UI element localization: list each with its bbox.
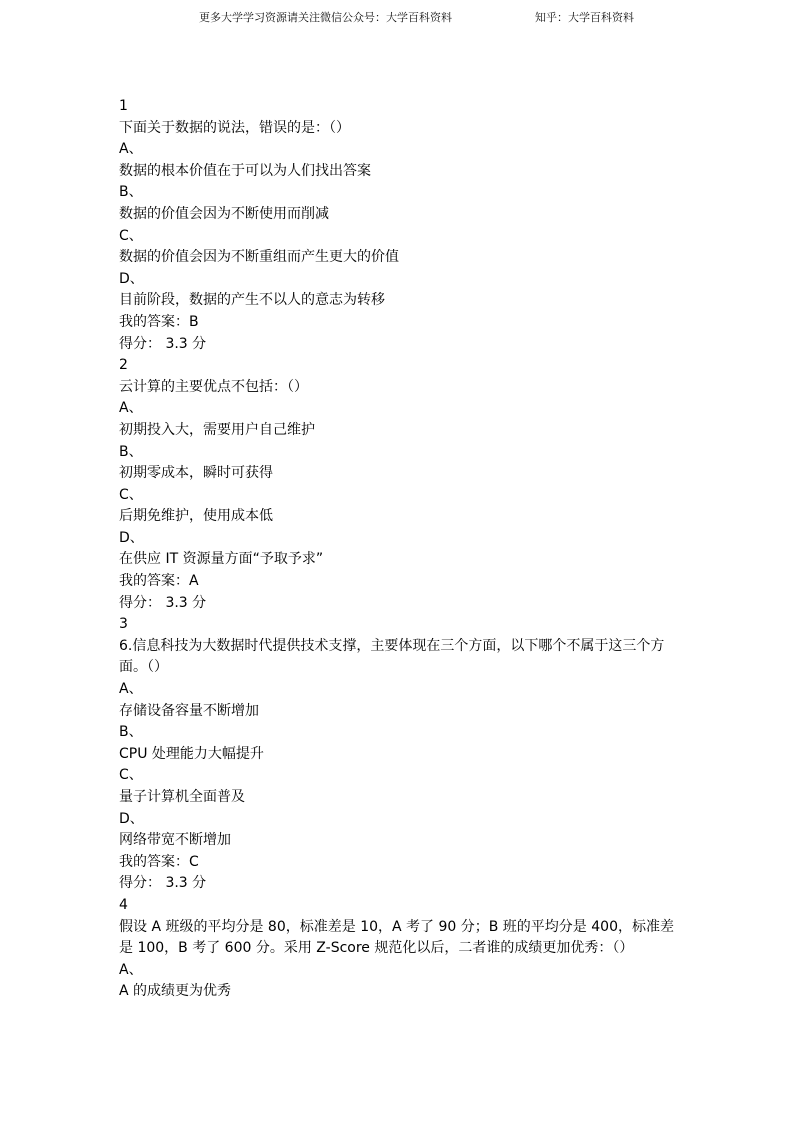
option-label: C、 [119, 767, 143, 784]
question-number: 4 [119, 896, 128, 913]
question-block [119, 614, 679, 895]
score: 得分： 3.3 分 [119, 875, 207, 892]
my-answer: 我的答案：C [119, 853, 199, 870]
option-text: 存储设备容量不断增加 [119, 702, 259, 719]
option-text: A 的成绩更为优秀 [119, 983, 232, 1000]
header-left-text: 更多大学学习资源请关注微信公众号：大学百科资料 [199, 11, 452, 24]
question-block [119, 96, 679, 355]
question-number: 2 [119, 357, 128, 374]
option-label: A、 [119, 681, 143, 698]
question-block [119, 355, 679, 614]
question-block [119, 895, 679, 1003]
score: 得分： 3.3 分 [119, 594, 207, 611]
question-text: 下面关于数据的说法，错误的是：（） [119, 119, 350, 136]
option-label: C、 [119, 227, 143, 244]
option-label: D、 [119, 529, 144, 546]
question-number: 3 [119, 616, 128, 633]
option-text: 数据的价值会因为不断使用而削减 [119, 205, 329, 222]
question-text: 假设 A 班级的平均分是 80，标准差是 10，A 考了 90 分；B 班的平均分是 400，标准差是 100，B 考了 600 分。采用 Z-Score 规范化以后，二者谁的成绩更加优秀：（） [119, 918, 674, 957]
option-text: 后期免维护，使用成本低 [119, 508, 273, 525]
question-number: 1 [119, 98, 128, 114]
option-label: A、 [119, 141, 143, 158]
my-answer: 我的答案：A [119, 573, 199, 590]
option-text: 网络带宽不断增加 [119, 832, 231, 849]
page-header [0, 9, 793, 27]
option-text: 在供应 IT 资源量方面“予取予求” [119, 551, 324, 568]
option-text: 初期投入大，需要用户自己维护 [119, 421, 315, 438]
option-text: 初期零成本，瞬时可获得 [119, 465, 273, 482]
option-label: B、 [119, 184, 143, 201]
option-label: A、 [119, 400, 143, 417]
option-text: 数据的价值会因为不断重组而产生更大的价值 [119, 249, 399, 266]
header-right-text: 知乎：大学百科资料 [535, 11, 634, 24]
my-answer: 我的答案：B [119, 313, 199, 330]
option-label: A、 [119, 961, 143, 978]
score: 得分： 3.3 分 [119, 335, 207, 352]
option-text: 目前阶段，数据的产生不以人的意志为转移 [119, 292, 385, 309]
option-text: 数据的根本价值在于可以为人们找出答案 [119, 162, 371, 179]
question-text: 6.信息科技为大数据时代提供技术支撑，主要体现在三个方面，以下哪个不属于这三个方面。（） [119, 637, 665, 676]
option-label: B、 [119, 724, 143, 741]
option-text: 量子计算机全面普及 [119, 789, 245, 805]
option-label: D、 [119, 270, 144, 287]
option-text: CPU 处理能力大幅提升 [119, 745, 264, 762]
option-label: D、 [119, 810, 144, 827]
option-label: C、 [119, 486, 143, 503]
question-text: 云计算的主要优点不包括：（） [119, 378, 308, 395]
document-body [119, 96, 679, 1003]
option-label: B、 [119, 443, 143, 460]
